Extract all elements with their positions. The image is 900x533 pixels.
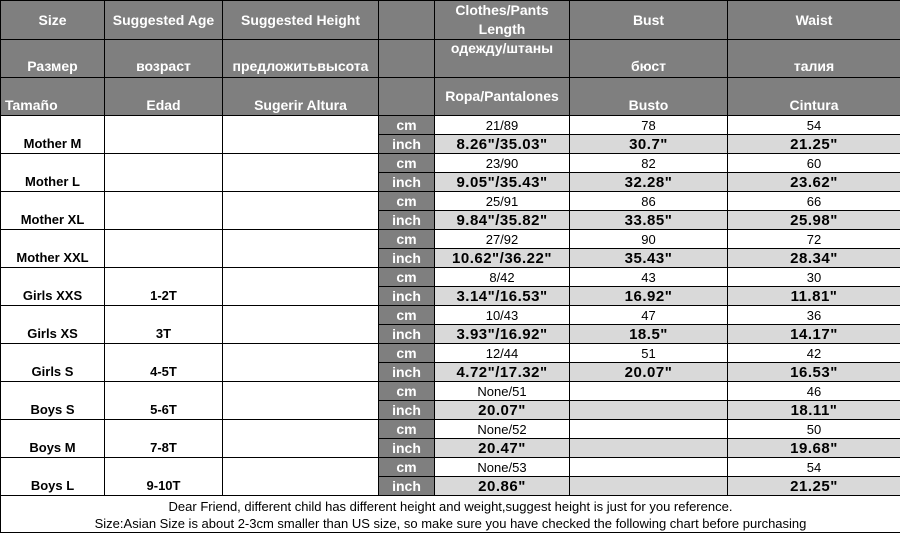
table-row-cm (1, 192, 900, 211)
table-row-cm (1, 344, 900, 363)
length-inch: 10.62"/36.22" (435, 249, 570, 268)
age-value (105, 116, 223, 154)
age-value: 4-5T (105, 344, 223, 382)
height-value (223, 306, 379, 344)
unit-inch: inch (379, 287, 435, 306)
header-waist-es: Cintura (728, 78, 900, 116)
table-row-cm (1, 420, 900, 439)
age-value (105, 192, 223, 230)
bust-cm (570, 458, 728, 477)
length-cm: 23/90 (435, 154, 570, 173)
waist-cm: 50 (728, 420, 900, 439)
length-inch: 9.05"/35.43" (435, 173, 570, 192)
waist-cm: 54 (728, 116, 900, 135)
height-value (223, 230, 379, 268)
bust-inch (570, 401, 728, 420)
header-waist: Waist (728, 1, 900, 40)
length-inch: 9.84"/35.82" (435, 211, 570, 230)
height-value (223, 344, 379, 382)
unit-inch: inch (379, 477, 435, 496)
waist-inch: 23.62" (728, 173, 900, 192)
waist-inch: 14.17" (728, 325, 900, 344)
size-label: Boys M (1, 420, 105, 458)
height-value (223, 458, 379, 496)
unit-cm: cm (379, 458, 435, 477)
waist-inch: 18.11" (728, 401, 900, 420)
bust-inch: 32.28" (570, 173, 728, 192)
bust-inch (570, 477, 728, 496)
age-value: 7-8T (105, 420, 223, 458)
bust-inch: 18.5" (570, 325, 728, 344)
unit-inch: inch (379, 325, 435, 344)
header-bust: Bust (570, 1, 728, 40)
age-value: 3T (105, 306, 223, 344)
size-label: Mother L (1, 154, 105, 192)
header-age-ru: возраст (105, 40, 223, 78)
table-row-cm (1, 458, 900, 477)
table-row-cm (1, 382, 900, 401)
height-value (223, 420, 379, 458)
unit-inch: inch (379, 401, 435, 420)
unit-inch: inch (379, 173, 435, 192)
bust-inch (570, 439, 728, 458)
height-value (223, 268, 379, 306)
waist-cm: 60 (728, 154, 900, 173)
header-size-ru: Размер (1, 40, 105, 78)
table-row-cm (1, 230, 900, 249)
header-age-es: Edad (105, 78, 223, 116)
length-inch: 20.86" (435, 477, 570, 496)
height-value (223, 192, 379, 230)
header-height: Suggested Height (223, 1, 379, 40)
age-value: 9-10T (105, 458, 223, 496)
length-cm: 27/92 (435, 230, 570, 249)
table-row-cm (1, 116, 900, 135)
waist-cm: 42 (728, 344, 900, 363)
size-label: Mother M (1, 116, 105, 154)
length-cm: 21/89 (435, 116, 570, 135)
unit-inch: inch (379, 249, 435, 268)
footnote-line-1: Dear Friend, different child has different height and weight,suggest height is just for you reference. (168, 499, 733, 514)
length-inch: 20.07" (435, 401, 570, 420)
waist-inch: 28.34" (728, 249, 900, 268)
bust-cm: 51 (570, 344, 728, 363)
length-cm: 25/91 (435, 192, 570, 211)
unit-cm: cm (379, 192, 435, 211)
waist-inch: 21.25" (728, 135, 900, 154)
length-cm: 10/43 (435, 306, 570, 325)
size-label: Girls XXS (1, 268, 105, 306)
waist-inch: 16.53" (728, 363, 900, 382)
bust-inch: 35.43" (570, 249, 728, 268)
header-length-ru: одежду/штаны (435, 40, 570, 78)
unit-inch: inch (379, 135, 435, 154)
bust-cm: 43 (570, 268, 728, 287)
unit-cm: cm (379, 230, 435, 249)
size-label: Girls XS (1, 306, 105, 344)
waist-cm: 54 (728, 458, 900, 477)
bust-inch: 30.7" (570, 135, 728, 154)
size-label: Boys S (1, 382, 105, 420)
size-label: Mother XXL (1, 230, 105, 268)
age-value (105, 154, 223, 192)
waist-cm: 36 (728, 306, 900, 325)
header-bust-ru: бюст (570, 40, 728, 78)
unit-inch: inch (379, 439, 435, 458)
bust-inch: 16.92" (570, 287, 728, 306)
waist-inch: 11.81" (728, 287, 900, 306)
waist-inch: 19.68" (728, 439, 900, 458)
bust-cm: 47 (570, 306, 728, 325)
unit-cm: cm (379, 382, 435, 401)
header-waist-ru: талия (728, 40, 900, 78)
bust-inch: 20.07" (570, 363, 728, 382)
footnote (1, 496, 900, 533)
bust-cm: 86 (570, 192, 728, 211)
header-length: Clothes/Pants Length (435, 1, 570, 40)
age-value: 1-2T (105, 268, 223, 306)
length-inch: 3.93"/16.92" (435, 325, 570, 344)
waist-cm: 66 (728, 192, 900, 211)
bust-cm (570, 382, 728, 401)
bust-cm (570, 420, 728, 439)
header-unit-blank-ru (379, 40, 435, 78)
length-inch: 8.26"/35.03" (435, 135, 570, 154)
header-unit-blank-es (379, 78, 435, 116)
height-value (223, 154, 379, 192)
bust-cm: 90 (570, 230, 728, 249)
size-label: Boys L (1, 458, 105, 496)
header-age: Suggested Age (105, 1, 223, 40)
footnote-line-2: Size:Asian Size is about 2-3cm smaller than US size, so make sure you have checked the following chart before purchasing (94, 516, 807, 531)
unit-cm: cm (379, 154, 435, 173)
waist-inch: 25.98" (728, 211, 900, 230)
header-length-es: Ropa/Pantalones (435, 78, 570, 116)
header-size-es: Tamaño (1, 78, 105, 116)
unit-cm: cm (379, 116, 435, 135)
table-row-cm (1, 306, 900, 325)
header-unit-blank (379, 1, 435, 40)
header-height-ru: предложитьвысота (223, 40, 379, 78)
bust-inch: 33.85" (570, 211, 728, 230)
length-inch: 3.14"/16.53" (435, 287, 570, 306)
unit-cm: cm (379, 344, 435, 363)
length-cm: None/53 (435, 458, 570, 477)
unit-inch: inch (379, 211, 435, 230)
age-value (105, 230, 223, 268)
waist-inch: 21.25" (728, 477, 900, 496)
waist-cm: 72 (728, 230, 900, 249)
unit-cm: cm (379, 306, 435, 325)
unit-cm: cm (379, 420, 435, 439)
unit-cm: cm (379, 268, 435, 287)
waist-cm: 46 (728, 382, 900, 401)
length-cm: None/52 (435, 420, 570, 439)
height-value (223, 382, 379, 420)
length-cm: 8/42 (435, 268, 570, 287)
length-cm: None/51 (435, 382, 570, 401)
table-row-cm (1, 268, 900, 287)
header-size: Size (1, 1, 105, 40)
waist-cm: 30 (728, 268, 900, 287)
height-value (223, 116, 379, 154)
size-label: Mother XL (1, 192, 105, 230)
bust-cm: 82 (570, 154, 728, 173)
table-row-cm (1, 154, 900, 173)
bust-cm: 78 (570, 116, 728, 135)
length-inch: 4.72"/17.32" (435, 363, 570, 382)
length-cm: 12/44 (435, 344, 570, 363)
header-height-es: Sugerir Altura (223, 78, 379, 116)
length-inch: 20.47" (435, 439, 570, 458)
size-label: Girls S (1, 344, 105, 382)
unit-inch: inch (379, 363, 435, 382)
age-value: 5-6T (105, 382, 223, 420)
header-bust-es: Busto (570, 78, 728, 116)
